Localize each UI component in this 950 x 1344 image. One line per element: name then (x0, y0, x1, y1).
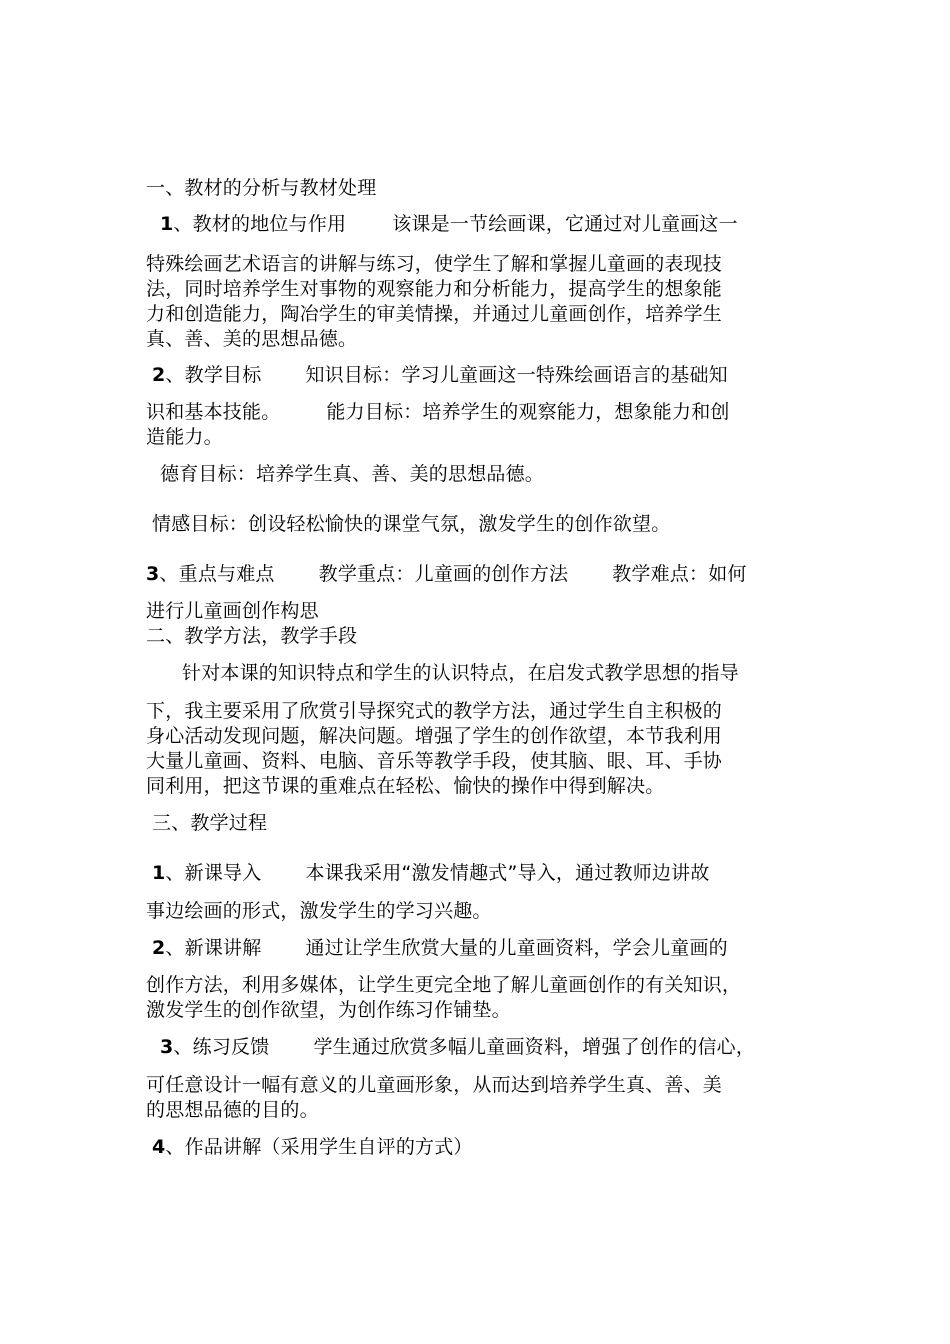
s1-p3-line2: 进行儿童画创作构思 (146, 600, 319, 622)
s1-p1-line2: 特殊绘画艺术语言的讲解与练习，使学生了解和掌握儿童画的表现技 (146, 253, 723, 275)
s1-p2-line1 (152, 362, 728, 388)
s3-p4-line1 (152, 1134, 473, 1160)
s3-p2-text-start: 通过让学生欣赏大量的儿童画资料，学会儿童画的 (305, 937, 728, 959)
section2-heading: 二、教学方法，教学手段 (146, 625, 358, 647)
s1-p2-line2: 识和基本技能。 能力目标：培养学生的观察能力，想象能力和创 (146, 401, 730, 423)
s1-p2-line3: 造能力。 (146, 426, 223, 448)
s1-p1-line4: 力和创造能力，陶冶学生的审美情操，并通过儿童画创作，培养学生 (146, 303, 723, 325)
s1-p2-number: 2 (152, 364, 166, 386)
s1-p2-heading: 、教学目标 (165, 364, 262, 386)
s3-p1-text-start: 本课我采用“激发情趣式”导入，通过教师边讲故 (305, 862, 710, 884)
s3-p2-line1 (152, 935, 728, 961)
s3-p1-line2: 事边绘画的形式，激发学生的学习兴趣。 (146, 900, 492, 922)
s3-p3-heading: 、练习反馈 (173, 1036, 270, 1058)
s1-p1-number: 1 (160, 213, 174, 235)
s1-p1-line1 (160, 211, 738, 237)
s1-p1-heading: 、教材的地位与作用 (173, 213, 347, 235)
s3-p4-heading: 、作品讲解（采用学生自评的方式） (165, 1136, 473, 1158)
s1-p2-emotion: 情感目标：创设轻松愉快的课堂气氛，激发学生的创作欲望。 (152, 513, 671, 535)
s3-p2-line2: 创作方法，利用多媒体，让学生更完全地了解儿童画创作的有关知识， (146, 974, 742, 996)
s2-line3: 身心活动发现问题，解决问题。增强了学生的创作欲望，本节我利用 (146, 725, 723, 747)
s1-p1-line5: 真、善、美的思想品德。 (146, 328, 358, 350)
s3-p1-heading: 、新课导入 (165, 862, 262, 884)
s3-p1-line1 (152, 860, 710, 886)
s1-p3-heading: 、重点与难点 (159, 563, 275, 585)
s1-p1-line3: 法，同时培养学生对事物的观察能力和分析能力，提高学生的想象能 (146, 278, 723, 300)
s1-p2-moral: 德育目标：培养学生真、善、美的思想品德。 (160, 463, 545, 485)
s2-line4: 大量儿童画、资料、电脑、音乐等教学手段，使其脑、眼、耳、手协 (146, 750, 723, 772)
s1-p3-number: 3 (146, 563, 160, 585)
s3-p2-line3: 激发学生的创作欲望，为创作练习作铺垫。 (146, 999, 511, 1021)
s3-p2-heading: 、新课讲解 (165, 937, 262, 959)
s3-p3-line2: 可任意设计一幅有意义的儿童画形象，从而达到培养学生真、善、美 (146, 1074, 723, 1096)
s1-p2-ability: 能力目标：培养学生的观察能力，想象能力和创 (326, 401, 730, 423)
s3-p3-text-start: 学生通过欣赏多幅儿童画资料，增强了创作的信心， (313, 1036, 756, 1058)
s3-p2-number: 2 (152, 937, 166, 959)
s3-p3-number: 3 (160, 1036, 174, 1058)
s1-p3-key: 教学重点：儿童画的创作方法 (318, 563, 569, 585)
s3-p3-line1 (160, 1034, 755, 1060)
s2-line5: 同利用，把这节课的重难点在轻松、愉快的操作中得到解决。 (146, 775, 665, 797)
s3-p4-number: 4 (152, 1136, 166, 1158)
s2-line1: 针对本课的知识特点和学生的认识特点，在启发式教学思想的指导 (182, 662, 739, 684)
s1-p2-knowledge: 知识目标：学习儿童画这一特殊绘画语言的基础知 (305, 364, 728, 386)
s3-p3-line3: 的思想品德的目的。 (146, 1099, 319, 1121)
s2-line2: 下，我主要采用了欣赏引导探究式的教学方法，通过学生自主积极的 (146, 700, 723, 722)
section1-heading: 一、教材的分析与教材处理 (146, 177, 377, 199)
s1-p3-line1 (146, 561, 747, 587)
section3-heading: 三、教学过程 (152, 812, 268, 834)
s1-p1-text-start: 该课是一节绘画课，它通过对儿童画这一 (392, 213, 738, 235)
s1-p3-difficulty: 教学难点：如何 (612, 563, 747, 585)
s3-p1-number: 1 (152, 862, 166, 884)
